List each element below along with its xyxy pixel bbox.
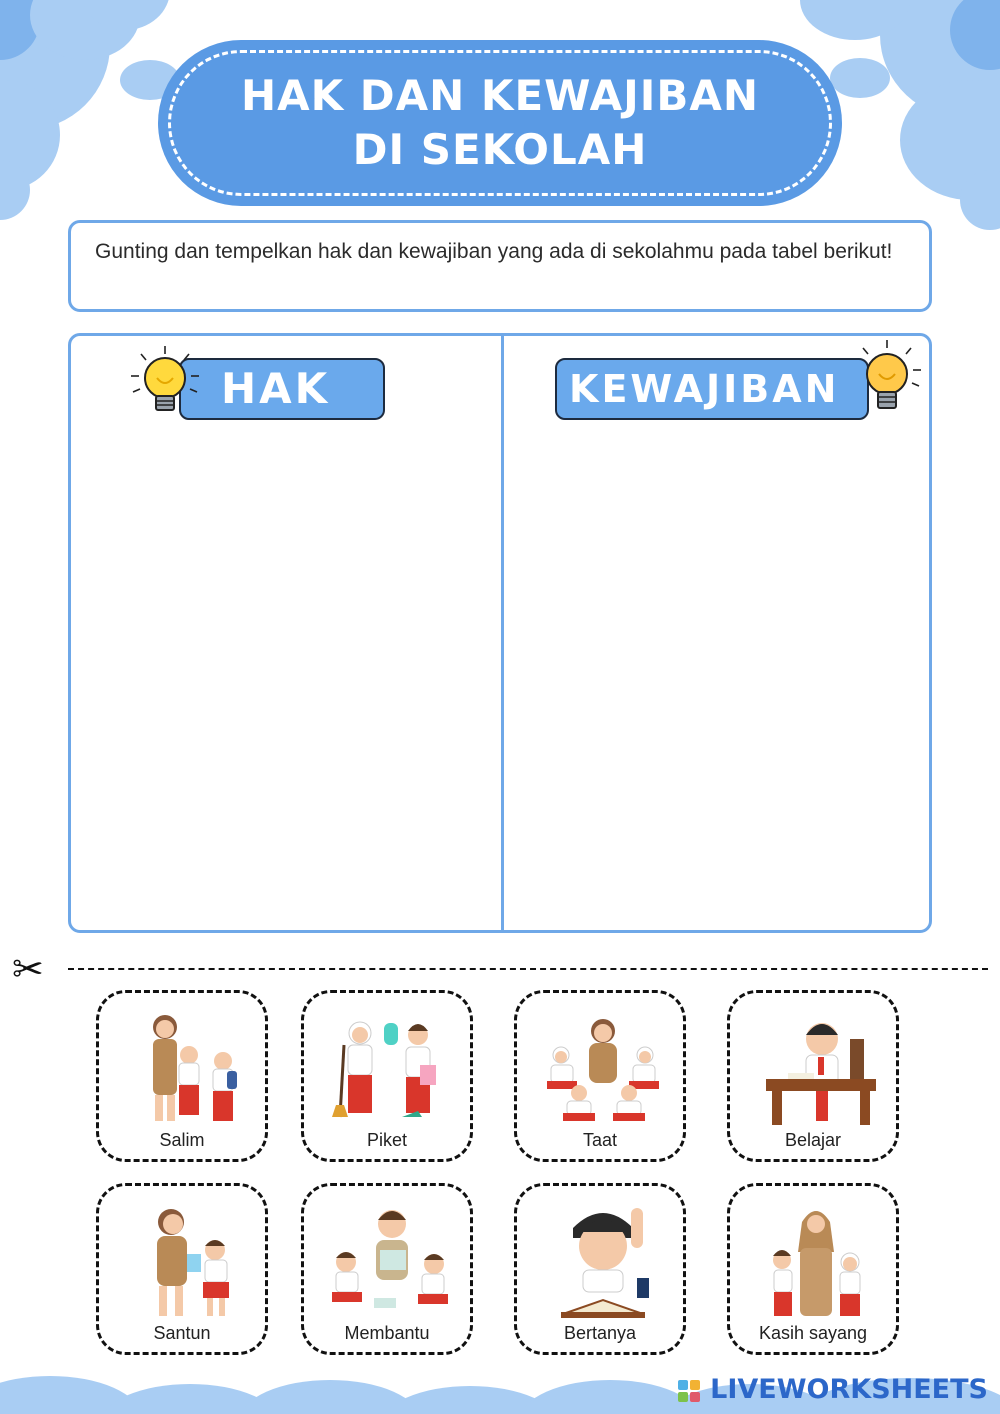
instruction-text: Gunting dan tempelkan hak dan kewajiban yang ada di sekolahmu pada tabel berikut! [95,240,893,263]
instruction-box [68,220,932,312]
cut-card-kasih-sayang[interactable] [727,1183,899,1355]
page-title-line-2: DI SEKOLAH [352,125,648,174]
cut-card-salim[interactable] [96,990,268,1162]
lightbulb-icon [127,344,203,424]
cut-card-santun[interactable] [96,1183,268,1355]
cut-card-taat[interactable] [514,990,686,1162]
card-label: Taat [582,1130,618,1150]
listening-teacher-illustration [533,1005,673,1133]
student-asking-illustration [533,1198,673,1326]
page-title-line-1: HAK DAN KEWAJIBAN [240,71,760,120]
card-label: Salim [159,1130,205,1150]
column-header-hak: HAK [179,358,385,420]
card-label: Santun [153,1323,211,1343]
card-label: Bertanya [563,1323,637,1343]
column-header-kewajiban: KEWAJIBAN [555,358,869,420]
greeting-teacher-illustration [115,1005,255,1133]
card-label: Piket [366,1130,408,1150]
card-label: Belajar [784,1130,842,1150]
cut-line [68,968,988,970]
caring-teacher-illustration [746,1198,886,1326]
title-banner [158,40,842,206]
sorting-table [68,333,932,933]
cut-card-piket[interactable] [301,990,473,1162]
cut-card-membantu[interactable] [301,1183,473,1355]
card-label: Membantu [344,1323,430,1343]
liveworksheets-logo-icon [678,1380,700,1402]
scissors-icon: ✂ [12,947,44,991]
lightbulb-icon [849,338,925,422]
helping-friends-illustration [320,1198,460,1326]
card-label: Kasih sayang [758,1323,868,1343]
brand-wordmark[interactable]: LIVEWORKSHEETS [710,1374,988,1405]
cut-card-belajar[interactable] [727,990,899,1162]
cut-card-bertanya[interactable] [514,1183,686,1355]
polite-student-illustration [115,1198,255,1326]
table-divider [501,336,504,930]
student-studying-illustration [746,1005,886,1133]
cleaning-duty-illustration [320,1005,460,1133]
